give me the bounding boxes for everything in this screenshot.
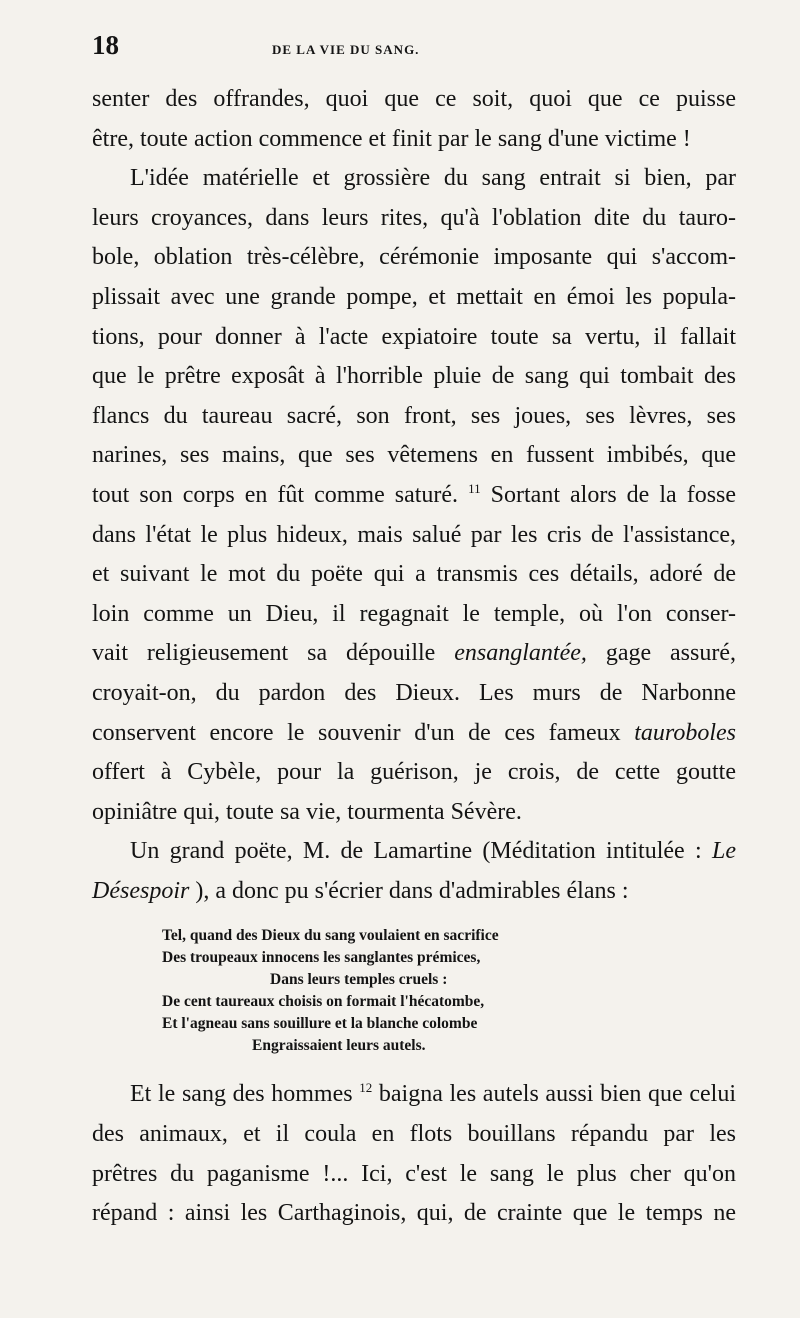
verse-quotation [162, 925, 736, 1057]
italic-term: ensanglantée, [454, 640, 587, 667]
text-line: des animaux, et il coula en flots bouillans répandu par les [92, 1121, 736, 1148]
body-text [92, 80, 736, 1234]
paragraph-2 [92, 159, 736, 832]
text-line [92, 634, 736, 674]
text-line: croyait-on, du pardon des Dieux. Les murs de Narbonne [92, 679, 736, 706]
text-line: leurs croyances, dans leurs rites, qu'à l'oblation dite du tauro- [92, 204, 736, 231]
verse-line: Dans leurs temples cruels : [270, 971, 448, 989]
italic-title: Le [712, 838, 736, 865]
text-line: flancs du taureau sacré, son front, ses joues, ses lèvres, ses [92, 402, 736, 429]
text-segment: vait religieusement sa dépouille [92, 640, 436, 667]
verse-line: Engraissaient leurs autels. [252, 1037, 426, 1055]
text-segment: baigna les autels aussi bien que celui [378, 1081, 737, 1108]
text-segment: ), a donc pu s'écrier dans d'admirables élans : [195, 877, 629, 904]
text-line: être, toute action commence et finit par le sang d'une victime ! [92, 125, 691, 152]
text-segment: conservent encore le souvenir d'un de ces fameux [92, 719, 621, 746]
text-line: narines, ses mains, que ses vêtemens en fussent imbibés, que [92, 442, 736, 469]
text-line [92, 872, 736, 912]
text-line: et suivant le mot du poëte qui a transmis ces détails, adoré de [92, 561, 736, 588]
running-head: DE LA VIE DU SANG. [272, 42, 420, 57]
text-line [92, 476, 736, 516]
text-line: L'idée matérielle et grossière du sang entrait si bien, par [130, 165, 736, 192]
verse-line: Et l'agneau sans souillure et la blanche colombe [162, 1015, 478, 1033]
text-segment: tout son corps en fût comme saturé. [92, 481, 459, 508]
paragraph-4 [92, 1075, 736, 1233]
text-line: offert à Cybèle, pour la guérison, je crois, de cette goutte [92, 759, 736, 786]
text-segment: Et le sang des hommes [130, 1081, 353, 1108]
text-line: senter des offrandes, quoi que ce soit, quoi que ce puisse [92, 86, 736, 112]
paragraph-3 [92, 832, 736, 911]
text-segment: gage assuré, [605, 640, 737, 667]
page-number: 18 [92, 30, 119, 60]
verse-line: Tel, quand des Dieux du sang voulaient en sacrifice [162, 927, 499, 945]
text-line: dans l'état le plus hideux, mais salué par les cris de l'assistance, [92, 521, 736, 548]
text-line: répand : ainsi les Carthaginois, qui, de crainte que le temps ne [92, 1200, 736, 1227]
text-line: opiniâtre qui, toute sa vie, tourmenta Sévère. [92, 798, 522, 825]
text-segment: Un grand poëte, M. de Lamartine (Méditation intitulée : [130, 838, 702, 865]
footnote-ref-11: 11 [468, 480, 481, 496]
text-line: tions, pour donner à l'acte expiatoire toute sa vertu, il fallait [92, 323, 736, 350]
text-line: loin comme un Dieu, il regagnait le temple, où l'on conser- [92, 600, 736, 627]
text-segment: Sortant alors de la fosse [490, 481, 737, 508]
verse-line: Des troupeaux innocens les sanglantes prémices, [162, 949, 481, 967]
verse-line: De cent taureaux choisis on formait l'hécatombe, [162, 993, 485, 1011]
italic-title: Désespoir [92, 877, 190, 904]
paragraph-1 [92, 80, 736, 159]
text-line: que le prêtre exposât à l'horrible pluie de sang qui tombait des [92, 363, 736, 390]
footnote-ref-12: 12 [359, 1080, 373, 1096]
text-line [92, 832, 736, 872]
italic-term: tauroboles [634, 719, 736, 746]
text-line: bole, oblation très-célèbre, cérémonie imposante qui s'accom- [92, 244, 736, 271]
text-line [92, 714, 736, 754]
text-line: plissait avec une grande pompe, et mettait en émoi les popula- [92, 283, 736, 310]
text-line: prêtres du paganisme !... Ici, c'est le sang le plus cher qu'on [92, 1160, 736, 1187]
text-line [92, 1075, 736, 1115]
page-header [92, 30, 736, 80]
